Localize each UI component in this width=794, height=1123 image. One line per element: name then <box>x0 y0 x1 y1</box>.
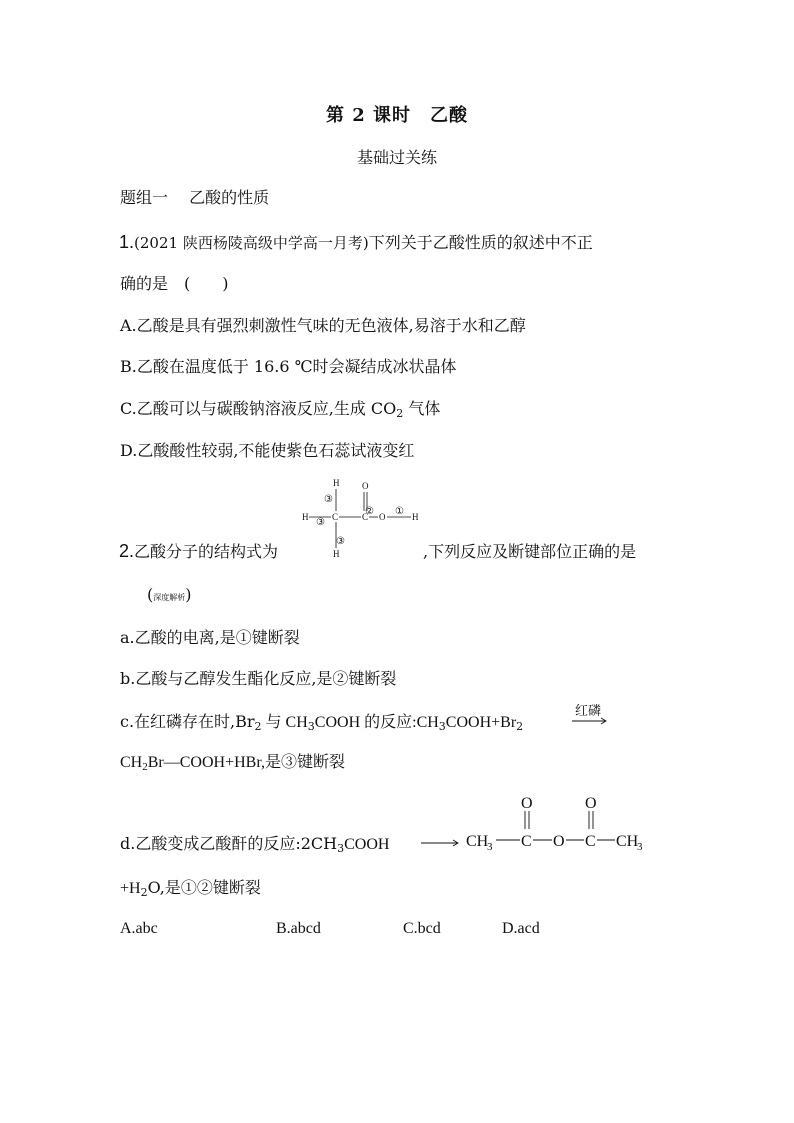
stmt-c-s1: 2 <box>254 720 262 733</box>
stmt-c-s3: 3 <box>438 720 446 733</box>
bond-label-3-bottom: ③ <box>336 536 345 547</box>
question-2-number: 2. <box>119 541 135 561</box>
stmt-c-s2: 3 <box>307 720 315 733</box>
stmt-c-p1: c.在红磷存在时,Br <box>120 712 255 731</box>
anhydride-o-bridge: O <box>553 833 565 850</box>
question-1-option-c[interactable] <box>120 399 440 419</box>
source-paren-open: ( <box>134 234 140 252</box>
tag-paren-open: ( <box>147 585 154 604</box>
stmt-d-l2s1: 2 <box>140 886 148 899</box>
acetic-anhydride-structure <box>464 790 660 852</box>
acetic-acid-structure-diagram <box>296 478 426 562</box>
struct-c-carboxyl: C <box>362 512 369 522</box>
bond-label-2: ② <box>365 506 374 517</box>
question-1-line-1 <box>119 232 593 253</box>
statement-c-line-1 <box>120 712 523 733</box>
statement-d-line-2 <box>120 878 261 899</box>
question-1-source: 2021 陕西杨陵高级中学高一月考 <box>139 234 363 252</box>
statement-a: a.乙酸的电离,是①键断裂 <box>120 628 300 647</box>
deep-analysis-tag: 深度解析 <box>153 593 186 602</box>
anhydride-c-right: C <box>585 833 596 850</box>
source-paren-close: ) <box>362 234 369 252</box>
anhydride-o-top-left: O <box>521 795 533 812</box>
question-1-option-b[interactable]: B.乙酸在温度低于 16.6 ℃时会凝结成冰状晶体 <box>120 357 457 376</box>
anhydride-ch3-left-sub: 3 <box>487 841 493 852</box>
statement-d-line-1 <box>120 834 389 855</box>
stmt-c-l2p2: Br—COOH+HBr,是③键断裂 <box>147 754 346 771</box>
answer-option-d[interactable]: D.acd <box>502 920 540 937</box>
option-c-subscript: 2 <box>396 407 404 420</box>
stmt-c-p4: COOH+Br <box>445 714 517 731</box>
reaction-arrow-d <box>421 838 461 848</box>
bond-label-3-top: ③ <box>324 494 333 505</box>
bond-label-3-left: ③ <box>316 517 325 528</box>
answer-option-b[interactable]: B.abcd <box>276 920 321 937</box>
struct-h-hydroxyl: H <box>412 512 419 522</box>
struct-h-left: H <box>302 512 309 522</box>
stmt-d-s1: 3 <box>337 842 345 855</box>
stmt-d-p2: COOH <box>344 836 390 853</box>
question-2-line-1 <box>119 541 278 562</box>
option-c-text: C.乙酸可以与碳酸钠溶液反应,生成 CO <box>120 399 397 418</box>
question-1-stem-continued: 确的是 ( ) <box>120 274 229 293</box>
anhydride-c-left: C <box>521 833 532 850</box>
answer-option-c[interactable]: C.bcd <box>403 920 441 937</box>
question-1-option-a[interactable]: A.乙酸是具有强烈刺激性气味的无色液体,易溶于水和乙醇 <box>120 316 526 335</box>
struct-h-top: H <box>333 478 340 488</box>
stmt-d-p1: d.乙酸变成乙酸酐的反应:2CH <box>120 834 338 853</box>
bond-label-1: ① <box>395 506 404 517</box>
answer-option-a[interactable]: A.abc <box>120 920 158 937</box>
stmt-c-l2s1: 2 <box>142 761 148 773</box>
anhydride-ch3-left: CH <box>466 833 489 850</box>
struct-o-carbonyl: O <box>362 481 369 491</box>
anhydride-o-top-right: O <box>585 795 597 812</box>
question-1-number: 1. <box>119 232 135 252</box>
question-group-heading: 题组一 乙酸的性质 <box>120 188 270 207</box>
question-2-tag-line <box>147 585 192 608</box>
struct-c-methyl: C <box>332 512 339 522</box>
stmt-c-s4: 2 <box>516 720 524 733</box>
section-subtitle: 基础过关练 <box>356 148 437 167</box>
anhydride-ch3-right-sub: 3 <box>637 841 643 852</box>
stmt-d-l2p2: O,是①②键断裂 <box>147 878 261 897</box>
option-c-tail: 气体 <box>403 399 441 418</box>
reaction-arrow-c <box>572 716 608 726</box>
tag-paren-close: ) <box>185 585 192 604</box>
page-title: 第 2 课时 乙酸 <box>325 105 469 126</box>
struct-o-hydroxyl: O <box>379 512 386 522</box>
question-2-stem-tail: ,下列反应及断键部位正确的是 <box>423 542 637 561</box>
anhydride-ch3-right: CH <box>616 833 639 850</box>
arrow-condition-red-phosphorus: 红磷 <box>575 704 602 719</box>
question-1-option-d[interactable]: D.乙酸酸性较弱,不能使紫色石蕊试液变红 <box>120 441 415 460</box>
statement-c-line-2 <box>120 753 345 773</box>
stmt-c-p3: COOH 的反应:CH <box>314 714 439 731</box>
struct-h-bottom: H <box>333 549 340 559</box>
stmt-c-l2p1: CH <box>120 754 143 771</box>
stmt-d-l2p1: +H <box>120 880 141 897</box>
statement-b: b.乙酸与乙醇发生酯化反应,是②键断裂 <box>120 669 397 688</box>
question-2-stem: 乙酸分子的结构式为 <box>134 542 279 561</box>
stmt-c-p2: 与 CH <box>261 714 308 731</box>
question-1-stem: 下列关于乙酸性质的叙述中不正 <box>368 233 593 252</box>
